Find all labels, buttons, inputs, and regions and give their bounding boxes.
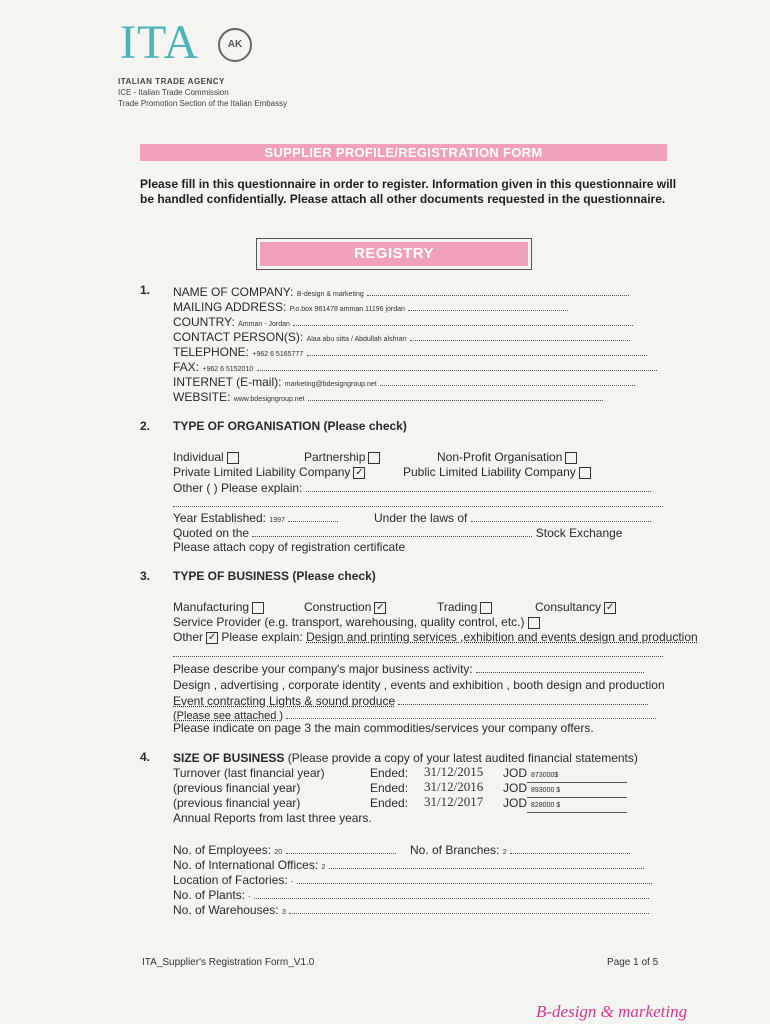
section4-title: [173, 751, 638, 766]
company-stamp: B-design & marketing: [536, 1002, 688, 1021]
section3-number: 3.: [140, 569, 151, 583]
quoted-field[interactable]: [252, 525, 532, 537]
section3-title: TYPE OF BUSINESS (Please check): [173, 569, 376, 583]
contact-person-value[interactable]: Alaa abu sitta / Abdullah alshran: [306, 336, 407, 343]
activity-line1[interactable]: Design , advertising , corporate identity , events and exhibition , booth design and production: [173, 678, 665, 692]
ita-logo: [120, 16, 250, 69]
section1-number: 1.: [140, 283, 151, 297]
amount-2[interactable]: 893000 $: [527, 785, 627, 798]
org-private-ltd: [173, 465, 365, 480]
biz-other-row: [173, 630, 698, 645]
employees-value[interactable]: 20: [274, 849, 283, 856]
trading-label: Trading: [437, 600, 478, 614]
mailing-address-value[interactable]: P.o.box 961478 amman 11196 jordan: [289, 306, 405, 313]
public-ltd-checkbox[interactable]: [579, 467, 591, 479]
individual-checkbox[interactable]: [227, 452, 239, 464]
nonprofit-checkbox[interactable]: [565, 452, 577, 464]
partnership-label: Partnership: [304, 450, 366, 464]
website-label: WEBSITE:: [173, 390, 231, 404]
explain-field-line2[interactable]: [173, 645, 663, 657]
turnover-label-2: (previous financial year): [173, 781, 301, 795]
laws-label: Under the laws of: [374, 511, 468, 525]
website-row: [173, 389, 603, 407]
consultancy-label: Consultancy: [535, 600, 602, 614]
org-other-row: [173, 480, 651, 496]
biz-other-label: Other: [173, 630, 204, 644]
laws-field[interactable]: [471, 510, 651, 522]
service-checkbox[interactable]: [528, 617, 540, 629]
registry-title: REGISTRY: [260, 242, 528, 266]
section4-title-bold: SIZE OF BUSINESS: [173, 751, 285, 765]
form-banner: SUPPLIER PROFILE/REGISTRATION FORM: [140, 144, 667, 161]
fax-label: FAX:: [173, 360, 200, 374]
org-other-field[interactable]: [306, 480, 651, 492]
quoted-row: [173, 525, 622, 541]
biz-other-checkbox[interactable]: ✓: [207, 631, 217, 643]
footer-doc-name: ITA_Supplier's Registration Form_V1.0: [142, 957, 315, 968]
org-public-ltd: [403, 465, 591, 480]
nonprofit-label: Non-Profit Organisation: [437, 450, 563, 464]
intro-text: Please fill in this questionnaire in order to register. Information given in this questionnaire will be handled confidentially. Please attach all other documents requested in the questionnaire.: [140, 177, 677, 206]
currency-label-3: JOD: [503, 796, 527, 810]
explain-value[interactable]: Design and printing services ,exhibition and events design and production: [306, 630, 698, 644]
agency-line3: Trade Promotion Section of the Italian Embassy: [118, 99, 288, 108]
registry-box: [256, 238, 532, 270]
describe-row: [173, 661, 644, 677]
attach-certificate: Please attach copy of registration certificate: [173, 540, 406, 554]
private-ltd-label: Private Limited Liability Company: [173, 465, 351, 479]
year-established-value[interactable]: 1997: [269, 517, 285, 524]
ended-label-3: Ended:: [370, 796, 409, 810]
org-other-field-line2[interactable]: [173, 495, 663, 507]
branches-label: No. of Branches:: [410, 843, 500, 857]
agency-line2: ICE - Italian Trade Commission: [118, 88, 229, 97]
agency-name: ITALIAN TRADE AGENCY: [118, 77, 225, 86]
trading-checkbox[interactable]: [480, 602, 492, 614]
activity-line2[interactable]: Event contracting Lights & sound produce: [173, 694, 396, 708]
internet-value[interactable]: marketing@bdesigngroup.net: [284, 381, 377, 388]
construction-label: Construction: [304, 600, 372, 614]
public-ltd-label: Public Limited Liability Company: [403, 465, 576, 479]
biz-trading: [437, 600, 492, 615]
telephone-value[interactable]: +962 6 5165777: [252, 351, 304, 358]
ended-date-1[interactable]: 31/12/2015: [424, 764, 484, 779]
currency-label-1: JOD: [503, 766, 527, 780]
construction-checkbox[interactable]: ✓: [376, 601, 385, 613]
amount-3[interactable]: 828000 $: [527, 800, 627, 813]
manufacturing-label: Manufacturing: [173, 600, 250, 614]
manufacturing-checkbox[interactable]: [252, 602, 264, 614]
telephone-label: TELEPHONE:: [173, 345, 250, 359]
country-label: COUNTRY:: [173, 315, 235, 329]
plants-value[interactable]: -: [248, 894, 251, 901]
ended-date-3[interactable]: 31/12/2017: [424, 794, 484, 809]
fax-value[interactable]: +962 6 5152010: [202, 366, 254, 373]
internet-label: INTERNET (E-mail):: [173, 375, 282, 389]
company-name-label: NAME OF COMPANY:: [173, 285, 294, 299]
annual-reports: Annual Reports from last three years.: [173, 811, 372, 825]
section2-number: 2.: [140, 419, 151, 433]
service-label: Service Provider (e.g. transport, warehousing, quality control, etc.): [173, 615, 525, 629]
org-partnership: [304, 450, 380, 465]
warehouses-label: No. of Warehouses:: [173, 903, 279, 917]
private-ltd-checkbox[interactable]: ✓: [355, 466, 364, 478]
ended-label-1: Ended:: [370, 766, 409, 780]
logo-text: ITA: [120, 16, 200, 69]
ended-label-2: Ended:: [370, 781, 409, 795]
org-nonprofit: [437, 450, 577, 465]
stock-exchange-label: Stock Exchange: [535, 526, 623, 540]
intl-offices-label: No. of International Offices:: [173, 858, 319, 872]
consultancy-checkbox[interactable]: ✓: [605, 601, 615, 613]
turnover-label-3: (previous financial year): [173, 796, 301, 810]
section4-title-rest: (Please provide a copy of your latest audited financial statements): [284, 751, 638, 765]
amount-1[interactable]: 873000$: [527, 770, 627, 783]
indicate-text: Please indicate on page 3 the main commodities/services your company offers.: [173, 721, 594, 735]
factories-label: Location of Factories:: [173, 873, 288, 887]
intl-offices-value[interactable]: 2: [321, 864, 326, 871]
biz-manufacturing: [173, 600, 264, 615]
turnover-label-1: Turnover (last financial year): [173, 766, 325, 780]
quoted-label: Quoted on the: [173, 526, 250, 540]
warehouses-row: [173, 902, 649, 920]
partnership-checkbox[interactable]: [368, 452, 380, 464]
warehouses-value[interactable]: 3: [281, 909, 286, 916]
branches-value[interactable]: 2: [502, 849, 507, 856]
logo-mark-icon: AK: [218, 28, 252, 62]
turnover-3-amount: [503, 796, 627, 813]
org-individual: [173, 450, 239, 465]
contact-person-label: CONTACT PERSON(S):: [173, 330, 304, 344]
explain-label: Please explain:: [221, 630, 303, 644]
factories-value[interactable]: -: [291, 879, 294, 886]
biz-consultancy: [535, 600, 616, 615]
agency-info: [118, 76, 287, 109]
section4-number: 4.: [140, 750, 151, 764]
plants-label: No. of Plants:: [173, 888, 246, 902]
mailing-address-label: MAILING ADDRESS:: [173, 300, 287, 314]
employees-label: No. of Employees:: [173, 843, 272, 857]
company-name-value[interactable]: B-design & marketing: [296, 291, 364, 298]
currency-label-2: JOD: [503, 781, 527, 795]
country-value[interactable]: Amman - Jordan: [238, 321, 290, 328]
footer-page-number: Page 1 of 5: [607, 957, 659, 968]
website-value[interactable]: www.bdesigngroup.net: [233, 396, 305, 403]
individual-label: Individual: [173, 450, 224, 464]
biz-construction: [304, 600, 386, 615]
laws-row: [374, 510, 651, 526]
describe-label: Please describe your company's major business activity:: [173, 662, 473, 676]
biz-service: [173, 615, 540, 630]
ended-date-2[interactable]: 31/12/2016: [424, 779, 484, 794]
org-other-label: Other ( ) Please explain:: [173, 481, 303, 495]
year-established-label: Year Established:: [173, 511, 266, 525]
section2-title: TYPE OF ORGANISATION (Please check): [173, 419, 407, 433]
activity-line3[interactable]: (Please see attached ): [173, 710, 284, 722]
